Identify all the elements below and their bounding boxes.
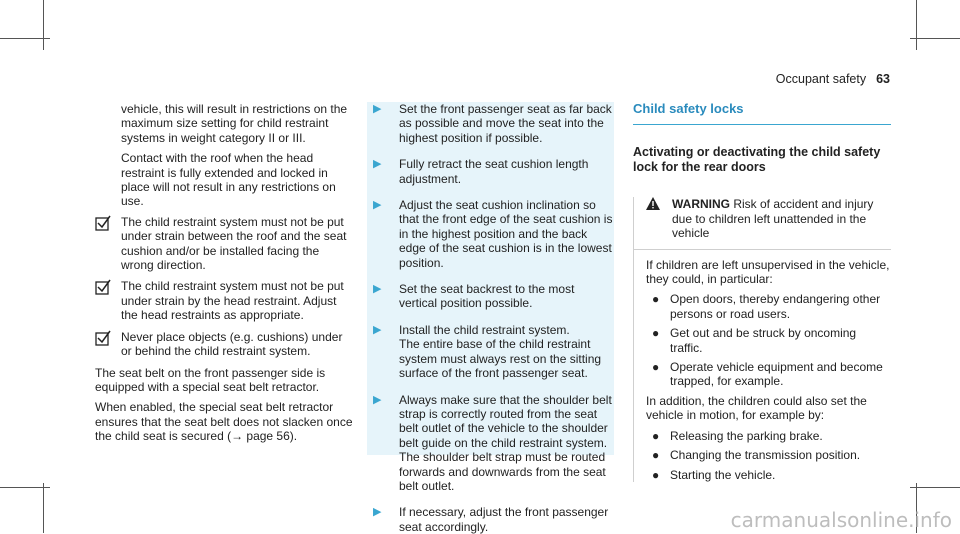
page-number: 63 [876, 72, 890, 86]
warning-text: Risk of accident and injury due to children left unattended in the vehicle [672, 197, 874, 241]
section-title: Child safety locks [633, 102, 891, 125]
column-middle-steps [367, 102, 614, 534]
checklist-text: The child restraint system must not be put under strain between the roof and the seat cushion and/or be installed facing the wrong direction. [121, 214, 347, 273]
bullet-icon: ● [652, 326, 660, 341]
step-text: Set the seat backrest to the most vertical position possible. [399, 282, 575, 311]
checkbox-icon [95, 330, 111, 346]
checklist-text: The child restraint system must not be put under strain by the head restraint. Adjust the head restraints as appropriate. [121, 279, 344, 323]
crop-mark [910, 38, 960, 39]
checkbox-icon [95, 215, 111, 231]
belt-paragraph: When enabled, the special seat belt retractor ensures that the seat belt does not slacken once the child seat is secured (→ page 56). [95, 400, 353, 444]
arrow-right-icon: ▶ [373, 283, 382, 296]
checklist-item [95, 279, 355, 322]
bullet-text: Operate vehicle equipment and become trapped, for example. [670, 360, 883, 389]
divider [634, 249, 891, 250]
intro-paragraph: vehicle, this will result in restrictions on the maximum size setting for child restraint systems in weight category II or III. [121, 102, 348, 145]
step-text: Set the front passenger seat as far back as possible and move the seat into the highest position if possible. [399, 102, 612, 145]
subsection-title: Activating or deactivating the child safety lock for the rear doors [633, 145, 881, 175]
warning-box [633, 197, 891, 482]
crop-mark [916, 0, 917, 50]
warning-paragraph: In addition, the children could also set the vehicle in motion, for example by: [646, 393, 867, 423]
step-text: Fully retract the seat cushion length adjustment. [399, 157, 589, 186]
warning-triangle-icon [646, 197, 660, 210]
step-item [367, 102, 614, 145]
bullet-item [646, 292, 891, 321]
step-text: Install the child restraint system. The entire base of the child restraint system must always rest on the sitting surface of the front passenger seat. [399, 322, 602, 381]
crop-mark [910, 487, 960, 488]
header-title: Occupant safety [775, 72, 867, 86]
arrow-right-icon: ▶ [373, 506, 382, 519]
step-item [367, 323, 614, 381]
checklist-text: Never place objects (e.g. cushions) under or behind the child restraint system. [121, 329, 343, 359]
page-header [776, 72, 890, 86]
crop-mark [43, 0, 44, 50]
step-item [367, 157, 614, 186]
bullet-item [646, 468, 891, 482]
checkbox-icon [95, 279, 111, 295]
step-item [367, 393, 614, 494]
bullet-icon: ● [652, 428, 660, 443]
bullet-icon: ● [652, 360, 660, 375]
checklist-item [95, 330, 355, 359]
bullet-text: Starting the vehicle. [670, 467, 776, 482]
arrow-right-icon: ▶ [373, 103, 382, 115]
checklist-item [95, 215, 355, 273]
bullet-item [646, 360, 891, 389]
column-left [95, 102, 355, 450]
arrow-right-icon: ▶ [373, 323, 382, 336]
bullet-item [646, 448, 891, 462]
warning-paragraph: If children are left unsupervised in the vehicle, they could, in particular: [646, 257, 890, 287]
crop-mark [43, 483, 44, 533]
step-item [367, 282, 614, 311]
step-text: Always make sure that the shoulder belt strap is correctly routed from the seat belt outlet of the vehicle to the shoulder belt guide on the child restraint system. The shoulder belt strap must be routed forwards and downwards from the seat belt outlet. [399, 392, 612, 493]
bullet-icon: ● [652, 467, 660, 482]
arrow-right-icon: ▶ [373, 158, 382, 171]
warning-header [646, 197, 891, 240]
arrow-right-icon: ▶ [373, 393, 382, 406]
step-item [367, 505, 614, 534]
bullet-item [646, 429, 891, 443]
bullet-text: Open doors, thereby endangering other persons or road users. [670, 292, 881, 321]
contact-paragraph: Contact with the roof when the head restraint is fully extended and locked in place will not result in any restrictions on use. [121, 151, 336, 209]
belt-paragraph: The seat belt on the front passenger side is equipped with a special seat belt retractor. [95, 365, 326, 394]
warning-label: WARNING [672, 197, 730, 212]
bullet-icon: ● [652, 448, 660, 463]
watermark: carmanualsonline.info [730, 507, 952, 532]
bullet-text: Changing the transmission position. [670, 448, 861, 463]
column-right [621, 102, 891, 487]
step-text: Adjust the seat cushion inclination so that the front edge of the seat cushion is in the highest position and the back edge of the seat cushion is in the lowest position. [399, 198, 613, 270]
bullet-icon: ● [652, 292, 660, 307]
step-text: If necessary, adjust the front passenger seat accordingly. [399, 505, 609, 534]
bullet-text: Get out and be struck by oncoming traffic. [670, 326, 857, 355]
bullet-text: Releasing the parking brake. [670, 428, 823, 443]
arrow-right-icon: ▶ [373, 199, 382, 212]
step-item [367, 198, 614, 270]
bullet-item [646, 326, 891, 355]
